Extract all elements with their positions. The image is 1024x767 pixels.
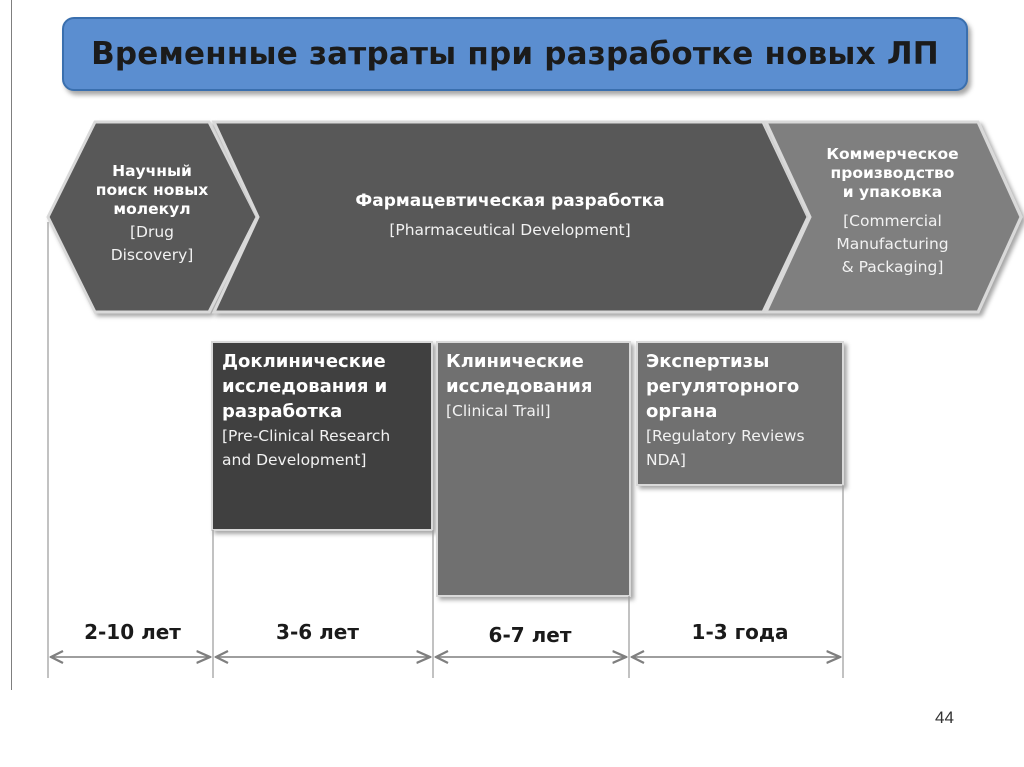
phase-development-label (270, 192, 750, 242)
phase-commercial-title: Коммерческое производство и упаковка (826, 145, 959, 201)
page-number: 44 (935, 708, 954, 727)
phase-discovery-title: Научный поиск новых молекул (95, 162, 209, 218)
stage-regulatory-title: Экспертизы регуляторного органа (646, 351, 800, 422)
phase-discovery-label (62, 162, 242, 267)
duration-regulatory: 1-3 года (691, 620, 789, 644)
stage-regulatory-subtitle: [Regulatory Reviews NDA] (646, 427, 805, 469)
stage-preclinical-label (222, 349, 427, 472)
duration-clinical: 6-7 лет (488, 623, 572, 647)
stage-clinical-label (446, 349, 626, 423)
stage-clinical-subtitle: [Clinical Trail] (446, 402, 551, 420)
phase-development-subtitle: [Pharmaceutical Development] (389, 221, 631, 239)
phase-development-title: Фармацевтическая разработка (355, 191, 665, 211)
stage-regulatory-label (646, 349, 841, 472)
duration-preclinical: 3-6 лет (276, 620, 359, 644)
phase-commercial-label (800, 145, 985, 279)
duration-discovery: 2-10 лет (84, 620, 181, 644)
stage-preclinical-title: Доклинические исследования и разработка (222, 351, 388, 422)
stage-clinical-title: Клинические исследования (446, 351, 593, 397)
stage-preclinical-subtitle: [Pre-Clinical Research and Development] (222, 427, 391, 469)
slide-title: Временные затраты при разработке новых ЛП (91, 36, 939, 72)
phase-commercial-subtitle: [Commercial Manufacturing & Packaging] (836, 212, 949, 276)
phase-discovery-subtitle: [Drug Discovery] (110, 223, 194, 264)
